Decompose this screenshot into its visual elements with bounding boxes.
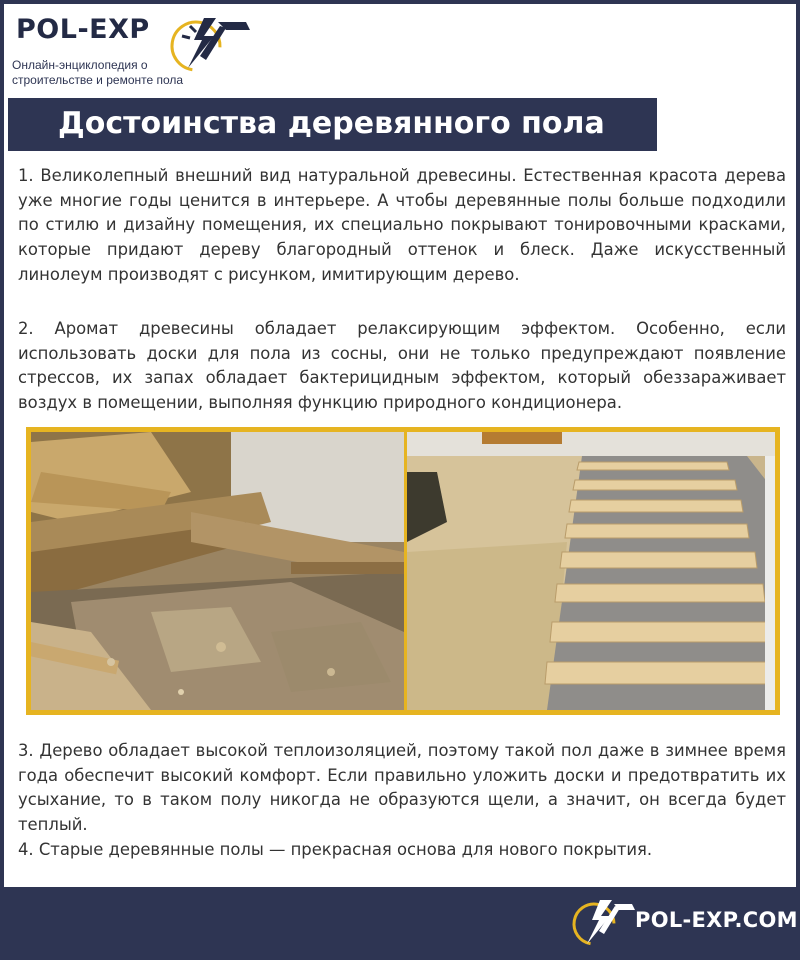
- photo-frame: [26, 427, 780, 715]
- footer-brand[interactable]: POL-EXP.COM: [635, 908, 798, 932]
- page-sheet: [4, 4, 796, 887]
- site-logo[interactable]: [8, 8, 258, 94]
- paragraph-1: 1. Великолепный внешний вид натуральной древесины. Естественная красота дерева уже многие годы ценится в интерьере. А чтобы деревянные полы больше подходили по стилю и дизайну помещения, их специально покрывают тонировочными красками, которые придают дереву благородный оттенок и блеск. Даже искусственный линолеум производят с рисунком, имитирующим дерево.: [18, 166, 786, 284]
- logo-text: POL-EXP: [16, 14, 150, 45]
- paragraph-2: 2. Аромат древесины обладает релаксирующим эффектом. Особенно, если использовать доски для пола из сосны, они не только предупреждают появление стрессов, их запах обладает бактерицидным эффектом, который обеззараживает воздух в помещении, выполняя функцию природного кондиционера.: [18, 319, 786, 413]
- photo-old-floor: [31, 432, 404, 710]
- paragraph-4: 4. Старые деревянные полы — прекрасная основа для нового покрытия.: [18, 840, 653, 859]
- hammer-lightning-icon: [166, 12, 254, 72]
- paragraph-3: 3. Дерево обладает высокой теплоизоляцией, поэтому такой пол даже в зимнее время года обеспечит высокий комфорт. Если правильно уложить доски и предотвратить их усыхание, то в таком полу никогда не образуются щели, а значит, он всегда будет теплый.: [18, 741, 786, 835]
- footer-logo-icon: [568, 896, 638, 948]
- photo-new-subfloor: [407, 432, 775, 710]
- title-bar: [8, 98, 657, 151]
- page-title: Достоинства деревянного пола: [58, 106, 605, 141]
- logo-tagline: Онлайн-энциклопедия о строительстве и ремонте пола: [12, 58, 184, 87]
